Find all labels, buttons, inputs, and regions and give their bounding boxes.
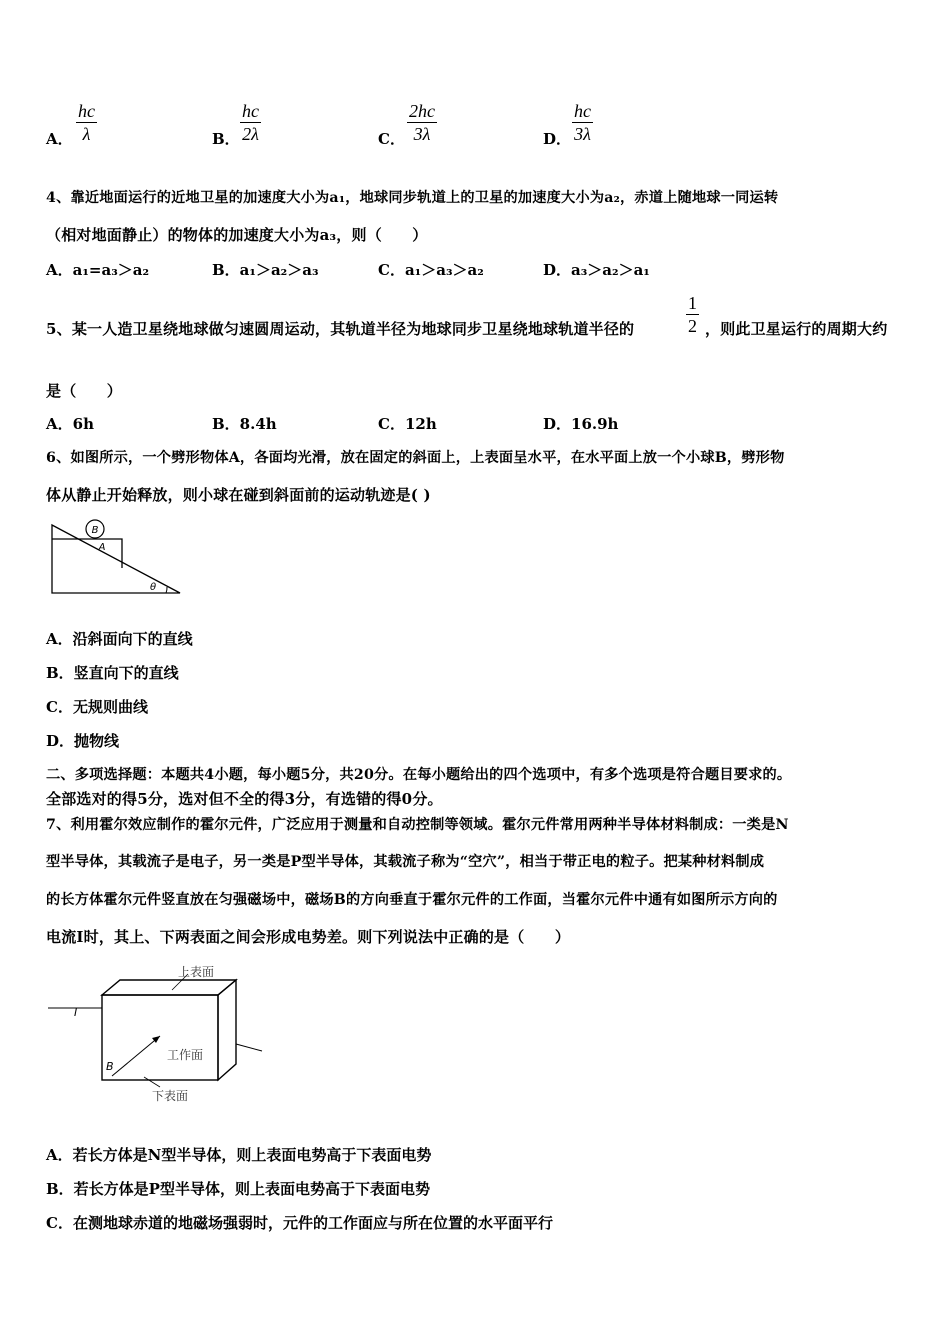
q4-option-c[interactable]: C．a₁＞a₃＞a₂ [378,261,484,279]
section-2-line-2: 全部选对的得5分，选对但不全的得3分，有选错的得0分。 [46,790,443,808]
q6-option-d[interactable]: D．抛物线 [46,732,120,750]
section-2-line-1: 二、多项选择题：本题共4小题，每小题5分，共20分。在每小题给出的四个选项中，有多个选项是符合题目要求的。 [46,767,792,783]
current-i-label: I [74,1006,78,1019]
q7-stem-line-3: 的长方体霍尔元件竖直放在匀强磁场中，磁场B的方向垂直于霍尔元件的工作面，当霍尔元件中通有如图所示方向的 [46,892,778,908]
q4-stem-line-2: （相对地面静止）的物体的加速度大小为a₃，则（ ） [46,226,428,244]
q5-option-a[interactable]: A．6h [46,415,94,433]
hall-box-top [102,980,236,995]
q3-option-a-label[interactable]: A． [46,130,73,148]
incline-triangle [52,525,180,593]
q5-stem-line-1-end: ，则此卫星运行的周期大约 [705,320,888,338]
q3-c-numerator: 2hc [409,101,435,121]
q3-b-numerator: hc [242,101,259,121]
q6-stem-line-1: 6、如图所示，一个劈形物体A，各面均光滑，放在固定的斜面上，上表面呈水平，在水平面上放一个小球B，劈形物 [46,450,785,466]
q7-option-b[interactable]: B．若长方体是P型半导体，则上表面电势高于下表面电势 [46,1180,430,1198]
q5-stem-line-2: 是（ ） [46,382,123,400]
hall-box-side [218,980,236,1080]
q5-fraction-half [686,292,699,337]
q6-option-b[interactable]: B．竖直向下的直线 [46,664,179,682]
q3-option-c-fraction [407,100,437,145]
hall-element-figure [40,960,270,1110]
current-line-out [236,1044,262,1051]
q3-a-denominator: λ [82,124,91,144]
q7-option-c[interactable]: C．在测地球赤道的地磁场强弱时，元件的工作面应与所在位置的水平面平行 [46,1214,553,1232]
q3-option-b-label[interactable]: B． [212,130,240,148]
q4-option-a[interactable]: A．a₁=a₃＞a₂ [46,261,150,279]
angle-theta-label: θ [149,582,157,593]
q3-b-denominator: 2λ [242,124,259,144]
q7-stem-line-1: 7、利用霍尔效应制作的霍尔元件，广泛应用于测量和自动控制等领域。霍尔元件常用两种半导体材料制成：一类是N [46,817,789,833]
field-b-arrow [112,1036,160,1076]
field-b-label: B [106,1060,114,1073]
q4-option-b[interactable]: B．a₁＞a₂＞a₃ [212,261,319,279]
q5-option-c[interactable]: C．12h [378,415,437,433]
q4-option-d[interactable]: D．a₃＞a₂＞a₁ [543,261,650,279]
top-surface-label: 上表面 [178,965,215,979]
q5-option-b[interactable]: B．8.4h [212,415,277,433]
bottom-surface-pointer [144,1077,160,1087]
q3-option-b-fraction [240,100,261,145]
q4-stem-line-1: 4、靠近地面运行的近地卫星的加速度大小为a₁，地球同步轨道上的卫星的加速度大小为a₂，赤道上随地球一同运转 [46,190,779,206]
q3-d-denominator: 3λ [574,124,591,144]
q7-stem-line-4: 电流I时，其上、下两表面之间会形成电势差。则下列说法中正确的是（ ） [46,928,571,946]
q5-fraction-numerator: 1 [688,293,697,313]
bottom-surface-label: 下表面 [152,1089,189,1103]
q5-stem-line-1: 5、某一人造卫星绕地球做匀速圆周运动，其轨道半径为地球同步卫星绕地球轨道半径的 [46,320,635,338]
wedge-a-label: A [98,542,106,553]
q5-option-d[interactable]: D．16.9h [543,415,619,433]
angle-arc [166,587,167,593]
q3-d-numerator: hc [574,101,591,121]
q3-option-a-fraction [76,100,97,145]
q5-fraction-denominator: 2 [688,316,697,336]
q6-option-a[interactable]: A．沿斜面向下的直线 [46,630,193,648]
incline-wedge-figure [40,515,190,600]
work-surface-label: 工作面 [167,1048,204,1062]
q3-option-d-label[interactable]: D． [543,130,572,148]
q7-stem-line-2: 型半导体，其载流子是电子，另一类是P型半导体，其载流子称为“空穴”，相当于带正电的粒子。把某种材料制成 [46,854,765,870]
q3-option-c-label[interactable]: C． [378,130,405,148]
q6-stem-line-2: 体从静止开始释放，则小球在碰到斜面前的运动轨迹是( ) [46,486,431,504]
q3-option-d-fraction [572,100,593,145]
q7-option-a[interactable]: A．若长方体是N型半导体，则上表面电势高于下表面电势 [46,1146,432,1164]
q3-c-denominator: 3λ [413,124,431,144]
q6-option-c[interactable]: C．无规则曲线 [46,698,148,716]
ball-b-label: B [91,525,99,536]
q3-a-numerator: hc [78,101,95,121]
hall-box-front [102,995,218,1080]
